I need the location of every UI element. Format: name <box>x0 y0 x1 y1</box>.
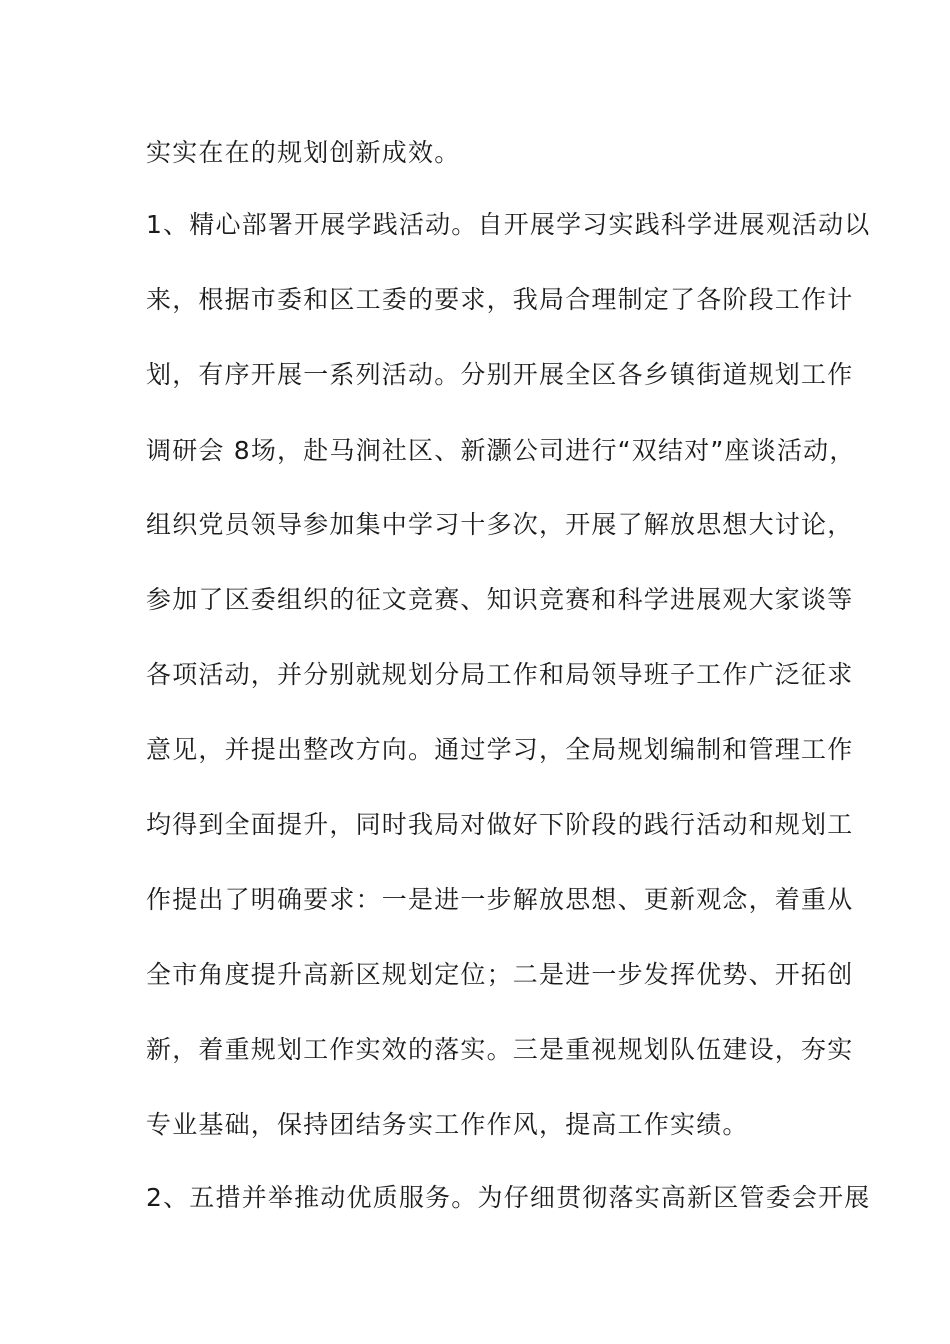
text-line: 划，有序开展一系列活动。分别开展全区各乡镇街道规划工作 <box>146 360 854 389</box>
text-line: 新，着重规划工作实效的落实。三是重视规划队伍建设，夯实 <box>146 1035 854 1064</box>
text-line: 全市角度提升高新区规划定位；二是进一步发挥优势、开拓创 <box>146 960 854 989</box>
text-line: 作提出了明确要求：一是进一步解放思想、更新观念，着重从 <box>146 885 854 914</box>
text-line: 组织党员领导参加集中学习十多次，开展了解放思想大讨论， <box>146 510 854 539</box>
text-line: 专业基础，保持团结务实工作作风，提高工作实绩。 <box>146 1110 749 1139</box>
text-line: 调研会 8场，赴马涧社区、新灏公司进行“双结对”座谈活动， <box>146 436 856 465</box>
text-line: 意见，并提出整改方向。通过学习，全局规划编制和管理工作 <box>146 735 854 764</box>
text-line: 来，根据市委和区工委的要求，我局合理制定了各阶段工作计 <box>146 285 854 314</box>
text-line: 参加了区委组织的征文竞赛、知识竞赛和科学进展观大家谈等 <box>146 585 854 614</box>
text-line: 均得到全面提升，同时我局对做好下阶段的践行活动和规划工 <box>146 810 854 839</box>
text-line: 1、精心部署开展学践活动。自开展学习实践科学进展观活动以 <box>146 210 871 239</box>
text-line: 各项活动，并分别就规划分局工作和局领导班子工作广泛征求 <box>146 660 854 689</box>
text-line: 2、五措并举推动优质服务。为仔细贯彻落实高新区管委会开展 <box>146 1183 871 1212</box>
text-line: 实实在在的规划创新成效。 <box>146 138 461 167</box>
